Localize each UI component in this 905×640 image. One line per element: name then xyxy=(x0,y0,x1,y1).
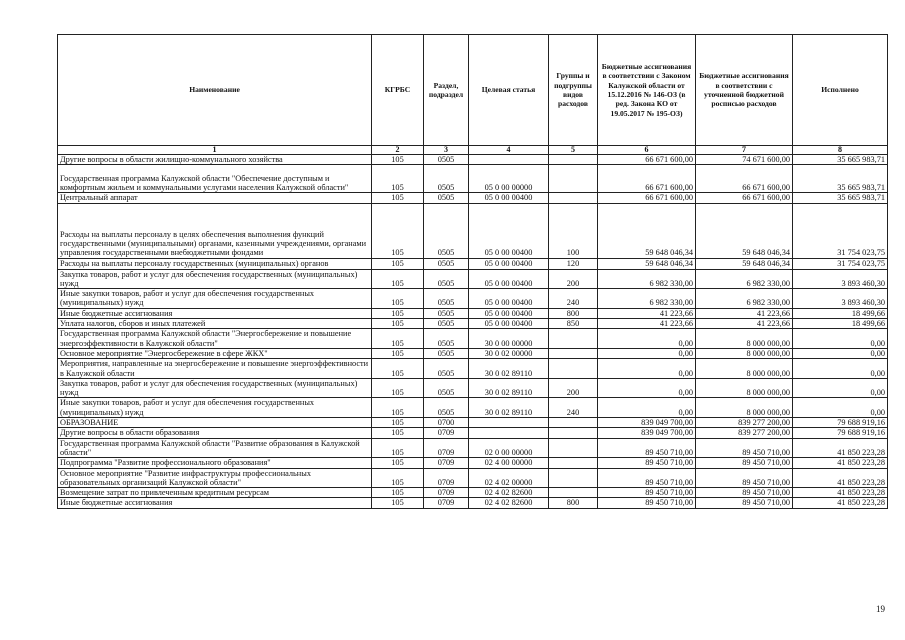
cell-executed: 35 665 983,71 xyxy=(793,165,888,193)
cell-group xyxy=(549,359,598,379)
table-row xyxy=(58,319,888,329)
header-kgrbs: КГРБС xyxy=(372,35,424,146)
cell-kgrbs: 105 xyxy=(372,458,424,468)
cell-kgrbs: 105 xyxy=(372,319,424,329)
cell-kgrbs: 105 xyxy=(372,418,424,428)
cell-executed: 3 893 460,30 xyxy=(793,289,888,309)
cell-target: 02 0 00 00000 xyxy=(469,438,549,458)
cell-section: 0505 xyxy=(424,329,469,349)
table-row xyxy=(58,203,888,258)
cell-group xyxy=(549,418,598,428)
cell-section: 0709 xyxy=(424,458,469,468)
cell-refined: 6 982 330,00 xyxy=(696,289,793,309)
cell-group xyxy=(549,428,598,438)
cell-executed: 0,00 xyxy=(793,378,888,398)
cell-kgrbs: 105 xyxy=(372,348,424,358)
cell-target: 05 0 00 00000 xyxy=(469,165,549,193)
cell-refined: 8 000 000,00 xyxy=(696,378,793,398)
cell-group: 800 xyxy=(549,308,598,318)
cell-kgrbs: 105 xyxy=(372,329,424,349)
header-num-6: 6 xyxy=(598,146,696,155)
cell-executed: 41 850 223,28 xyxy=(793,468,888,488)
cell-group xyxy=(549,458,598,468)
cell-name: Расходы на выплаты персоналу в целях обеспечения выполнения функций государственными (муниципальными) органами, казенными учреждениями, органами управления государственными внебюджетными фондами xyxy=(58,203,372,258)
header-num-2: 2 xyxy=(372,146,424,155)
cell-refined: 41 223,66 xyxy=(696,308,793,318)
table-row xyxy=(58,418,888,428)
cell-kgrbs: 105 xyxy=(372,398,424,418)
cell-law: 0,00 xyxy=(598,398,696,418)
cell-executed: 41 850 223,28 xyxy=(793,458,888,468)
cell-law: 59 648 046,34 xyxy=(598,203,696,258)
cell-name: ОБРАЗОВАНИЕ xyxy=(58,418,372,428)
cell-group xyxy=(549,468,598,488)
cell-section: 0505 xyxy=(424,319,469,329)
cell-law: 89 450 710,00 xyxy=(598,488,696,498)
table-row xyxy=(58,468,888,488)
cell-refined: 66 671 600,00 xyxy=(696,193,793,203)
cell-law: 0,00 xyxy=(598,329,696,349)
cell-name: Государственная программа Калужской области "Обеспечение доступным и комфортным жильем и коммунальными услугами населения Калужской области" xyxy=(58,165,372,193)
table-body xyxy=(58,155,888,509)
table-row xyxy=(58,308,888,318)
cell-name: Другие вопросы в области образования xyxy=(58,428,372,438)
cell-refined: 59 648 046,34 xyxy=(696,258,793,269)
cell-name: Основное мероприятие "Энергосбережение в сфере ЖКХ" xyxy=(58,348,372,358)
cell-target: 30 0 02 00000 xyxy=(469,348,549,358)
cell-executed: 35 665 983,71 xyxy=(793,155,888,165)
cell-refined: 59 648 046,34 xyxy=(696,203,793,258)
cell-kgrbs: 105 xyxy=(372,468,424,488)
cell-law: 0,00 xyxy=(598,378,696,398)
cell-group xyxy=(549,438,598,458)
cell-kgrbs: 105 xyxy=(372,438,424,458)
header-refined: Бюджетные ассигнования в соответствии с уточненной бюджетной росписью расходов xyxy=(696,35,793,146)
cell-refined: 8 000 000,00 xyxy=(696,329,793,349)
cell-name: Закупка товаров, работ и услуг для обеспечения государственных (муниципальных) нужд xyxy=(58,378,372,398)
table-row xyxy=(58,398,888,418)
cell-refined: 839 277 200,00 xyxy=(696,418,793,428)
header-num-3: 3 xyxy=(424,146,469,155)
cell-group xyxy=(549,193,598,203)
header-num-8: 8 xyxy=(793,146,888,155)
cell-target: 05 0 00 00400 xyxy=(469,258,549,269)
cell-name: Мероприятия, направленные на энергосбережение и повышение энергоэффективности в Калужской области xyxy=(58,359,372,379)
header-num-5: 5 xyxy=(549,146,598,155)
cell-kgrbs: 105 xyxy=(372,428,424,438)
cell-target: 30 0 02 89110 xyxy=(469,378,549,398)
cell-law: 89 450 710,00 xyxy=(598,498,696,508)
cell-name: Иные закупки товаров, работ и услуг для обеспечения государственных (муниципальных) нужд xyxy=(58,398,372,418)
cell-executed: 0,00 xyxy=(793,359,888,379)
cell-law: 839 049 700,00 xyxy=(598,428,696,438)
cell-section: 0505 xyxy=(424,289,469,309)
table-row xyxy=(58,428,888,438)
table-row xyxy=(58,165,888,193)
cell-target: 05 0 00 00400 xyxy=(469,319,549,329)
cell-name: Подпрограмма "Развитие профессионального образования" xyxy=(58,458,372,468)
table-row xyxy=(58,438,888,458)
cell-law: 0,00 xyxy=(598,348,696,358)
cell-kgrbs: 105 xyxy=(372,269,424,289)
cell-group xyxy=(549,165,598,193)
table-row xyxy=(58,348,888,358)
header-section: Раздел, подраздел xyxy=(424,35,469,146)
header-num-7: 7 xyxy=(696,146,793,155)
cell-name: Центральный аппарат xyxy=(58,193,372,203)
cell-group xyxy=(549,155,598,165)
cell-executed: 41 850 223,28 xyxy=(793,438,888,458)
table-row xyxy=(58,258,888,269)
cell-refined: 89 450 710,00 xyxy=(696,458,793,468)
cell-group: 240 xyxy=(549,398,598,418)
cell-refined: 89 450 710,00 xyxy=(696,488,793,498)
cell-refined: 89 450 710,00 xyxy=(696,438,793,458)
cell-executed: 18 499,66 xyxy=(793,319,888,329)
cell-executed: 18 499,66 xyxy=(793,308,888,318)
table-row xyxy=(58,269,888,289)
header-num-1: 1 xyxy=(58,146,372,155)
cell-name: Закупка товаров, работ и услуг для обеспечения государственных (муниципальных) нужд xyxy=(58,269,372,289)
table-row xyxy=(58,498,888,508)
cell-executed: 0,00 xyxy=(793,329,888,349)
budget-table xyxy=(57,34,888,509)
cell-refined: 839 277 200,00 xyxy=(696,428,793,438)
cell-executed: 3 893 460,30 xyxy=(793,269,888,289)
cell-executed: 41 850 223,28 xyxy=(793,498,888,508)
cell-target: 02 4 02 82600 xyxy=(469,498,549,508)
cell-law: 0,00 xyxy=(598,359,696,379)
cell-executed: 0,00 xyxy=(793,398,888,418)
cell-target: 02 4 02 00000 xyxy=(469,468,549,488)
table-row xyxy=(58,329,888,349)
cell-executed: 79 688 919,16 xyxy=(793,428,888,438)
cell-name: Уплата налогов, сборов и иных платежей xyxy=(58,319,372,329)
cell-group xyxy=(549,329,598,349)
cell-target: 30 0 02 89110 xyxy=(469,359,549,379)
cell-law: 41 223,66 xyxy=(598,308,696,318)
cell-kgrbs: 105 xyxy=(372,359,424,379)
cell-name: Государственная программа Калужской области "Энергосбережение и повышение энергоэффективности в Калужской области" xyxy=(58,329,372,349)
cell-section: 0505 xyxy=(424,348,469,358)
cell-group xyxy=(549,348,598,358)
header-law: Бюджетные ассигнования в соответствии с Законом Калужской области от 15.12.2016 № 146-ОЗ (в ред. Закона КО от 19.05.2017 № 195-ОЗ) xyxy=(598,35,696,146)
table-row xyxy=(58,458,888,468)
cell-kgrbs: 105 xyxy=(372,258,424,269)
cell-executed: 79 688 919,16 xyxy=(793,418,888,428)
cell-law: 59 648 046,34 xyxy=(598,258,696,269)
cell-target: 02 4 00 00000 xyxy=(469,458,549,468)
cell-target xyxy=(469,418,549,428)
cell-section: 0505 xyxy=(424,155,469,165)
cell-kgrbs: 105 xyxy=(372,165,424,193)
cell-executed: 35 665 983,71 xyxy=(793,193,888,203)
table-row xyxy=(58,289,888,309)
cell-name: Основное мероприятие "Развитие инфраструктуры профессиональных образовательных организаций Калужской области" xyxy=(58,468,372,488)
cell-section: 0505 xyxy=(424,193,469,203)
cell-executed: 0,00 xyxy=(793,348,888,358)
cell-refined: 41 223,66 xyxy=(696,319,793,329)
cell-section: 0505 xyxy=(424,378,469,398)
cell-kgrbs: 105 xyxy=(372,488,424,498)
cell-section: 0505 xyxy=(424,165,469,193)
cell-law: 41 223,66 xyxy=(598,319,696,329)
cell-target: 30 0 00 00000 xyxy=(469,329,549,349)
cell-kgrbs: 105 xyxy=(372,289,424,309)
table-row xyxy=(58,193,888,203)
cell-refined: 6 982 330,00 xyxy=(696,269,793,289)
cell-law: 89 450 710,00 xyxy=(598,458,696,468)
cell-refined: 8 000 000,00 xyxy=(696,398,793,418)
cell-kgrbs: 105 xyxy=(372,378,424,398)
cell-law: 6 982 330,00 xyxy=(598,289,696,309)
cell-refined: 66 671 600,00 xyxy=(696,165,793,193)
cell-refined: 89 450 710,00 xyxy=(696,498,793,508)
cell-section: 0709 xyxy=(424,428,469,438)
cell-name: Расходы на выплаты персоналу государственных (муниципальных) органов xyxy=(58,258,372,269)
cell-kgrbs: 105 xyxy=(372,498,424,508)
cell-target xyxy=(469,428,549,438)
cell-group: 100 xyxy=(549,203,598,258)
header-num-4: 4 xyxy=(469,146,549,155)
cell-section: 0700 xyxy=(424,418,469,428)
cell-section: 0505 xyxy=(424,269,469,289)
cell-target: 05 0 00 00400 xyxy=(469,193,549,203)
cell-law: 66 671 600,00 xyxy=(598,155,696,165)
cell-kgrbs: 105 xyxy=(372,155,424,165)
cell-law: 66 671 600,00 xyxy=(598,165,696,193)
cell-kgrbs: 105 xyxy=(372,308,424,318)
cell-group: 850 xyxy=(549,319,598,329)
cell-law: 89 450 710,00 xyxy=(598,438,696,458)
table-row xyxy=(58,378,888,398)
cell-refined: 8 000 000,00 xyxy=(696,359,793,379)
cell-executed: 41 850 223,28 xyxy=(793,488,888,498)
cell-group: 120 xyxy=(549,258,598,269)
cell-name: Другие вопросы в области жилищно-коммунального хозяйства xyxy=(58,155,372,165)
cell-target xyxy=(469,155,549,165)
cell-section: 0709 xyxy=(424,468,469,488)
cell-law: 89 450 710,00 xyxy=(598,468,696,488)
cell-target: 02 4 02 82600 xyxy=(469,488,549,498)
table-row xyxy=(58,359,888,379)
cell-refined: 89 450 710,00 xyxy=(696,468,793,488)
cell-section: 0505 xyxy=(424,258,469,269)
page-number: 19 xyxy=(876,604,885,614)
cell-refined: 74 671 600,00 xyxy=(696,155,793,165)
cell-section: 0505 xyxy=(424,308,469,318)
cell-kgrbs: 105 xyxy=(372,193,424,203)
table-row xyxy=(58,488,888,498)
cell-target: 05 0 00 00400 xyxy=(469,203,549,258)
cell-kgrbs: 105 xyxy=(372,203,424,258)
cell-group xyxy=(549,488,598,498)
cell-section: 0505 xyxy=(424,203,469,258)
cell-refined: 8 000 000,00 xyxy=(696,348,793,358)
cell-name: Иные бюджетные ассигнования xyxy=(58,498,372,508)
cell-section: 0709 xyxy=(424,498,469,508)
cell-group: 240 xyxy=(549,289,598,309)
header-target: Целевая статья xyxy=(469,35,549,146)
cell-name: Государственная программа Калужской области "Развитие образования в Калужской области" xyxy=(58,438,372,458)
cell-name: Иные закупки товаров, работ и услуг для обеспечения государственных (муниципальных) нужд xyxy=(58,289,372,309)
cell-target: 30 0 02 89110 xyxy=(469,398,549,418)
cell-target: 05 0 00 00400 xyxy=(469,269,549,289)
cell-name: Возмещение затрат по привлеченным кредитным ресурсам xyxy=(58,488,372,498)
cell-group: 200 xyxy=(549,378,598,398)
cell-section: 0505 xyxy=(424,398,469,418)
header-name: Наименование xyxy=(58,35,372,146)
cell-executed: 31 754 023,75 xyxy=(793,258,888,269)
cell-executed: 31 754 023,75 xyxy=(793,203,888,258)
cell-target: 05 0 00 00400 xyxy=(469,289,549,309)
cell-name: Иные бюджетные ассигнования xyxy=(58,308,372,318)
cell-section: 0505 xyxy=(424,359,469,379)
cell-law: 839 049 700,00 xyxy=(598,418,696,428)
cell-law: 6 982 330,00 xyxy=(598,269,696,289)
cell-section: 0709 xyxy=(424,488,469,498)
header-executed: Исполнено xyxy=(793,35,888,146)
header-group: Группы и подгруппы видов расходов xyxy=(549,35,598,146)
cell-group: 200 xyxy=(549,269,598,289)
cell-law: 66 671 600,00 xyxy=(598,193,696,203)
table-row xyxy=(58,155,888,165)
cell-section: 0709 xyxy=(424,438,469,458)
cell-group: 800 xyxy=(549,498,598,508)
cell-target: 05 0 00 00400 xyxy=(469,308,549,318)
